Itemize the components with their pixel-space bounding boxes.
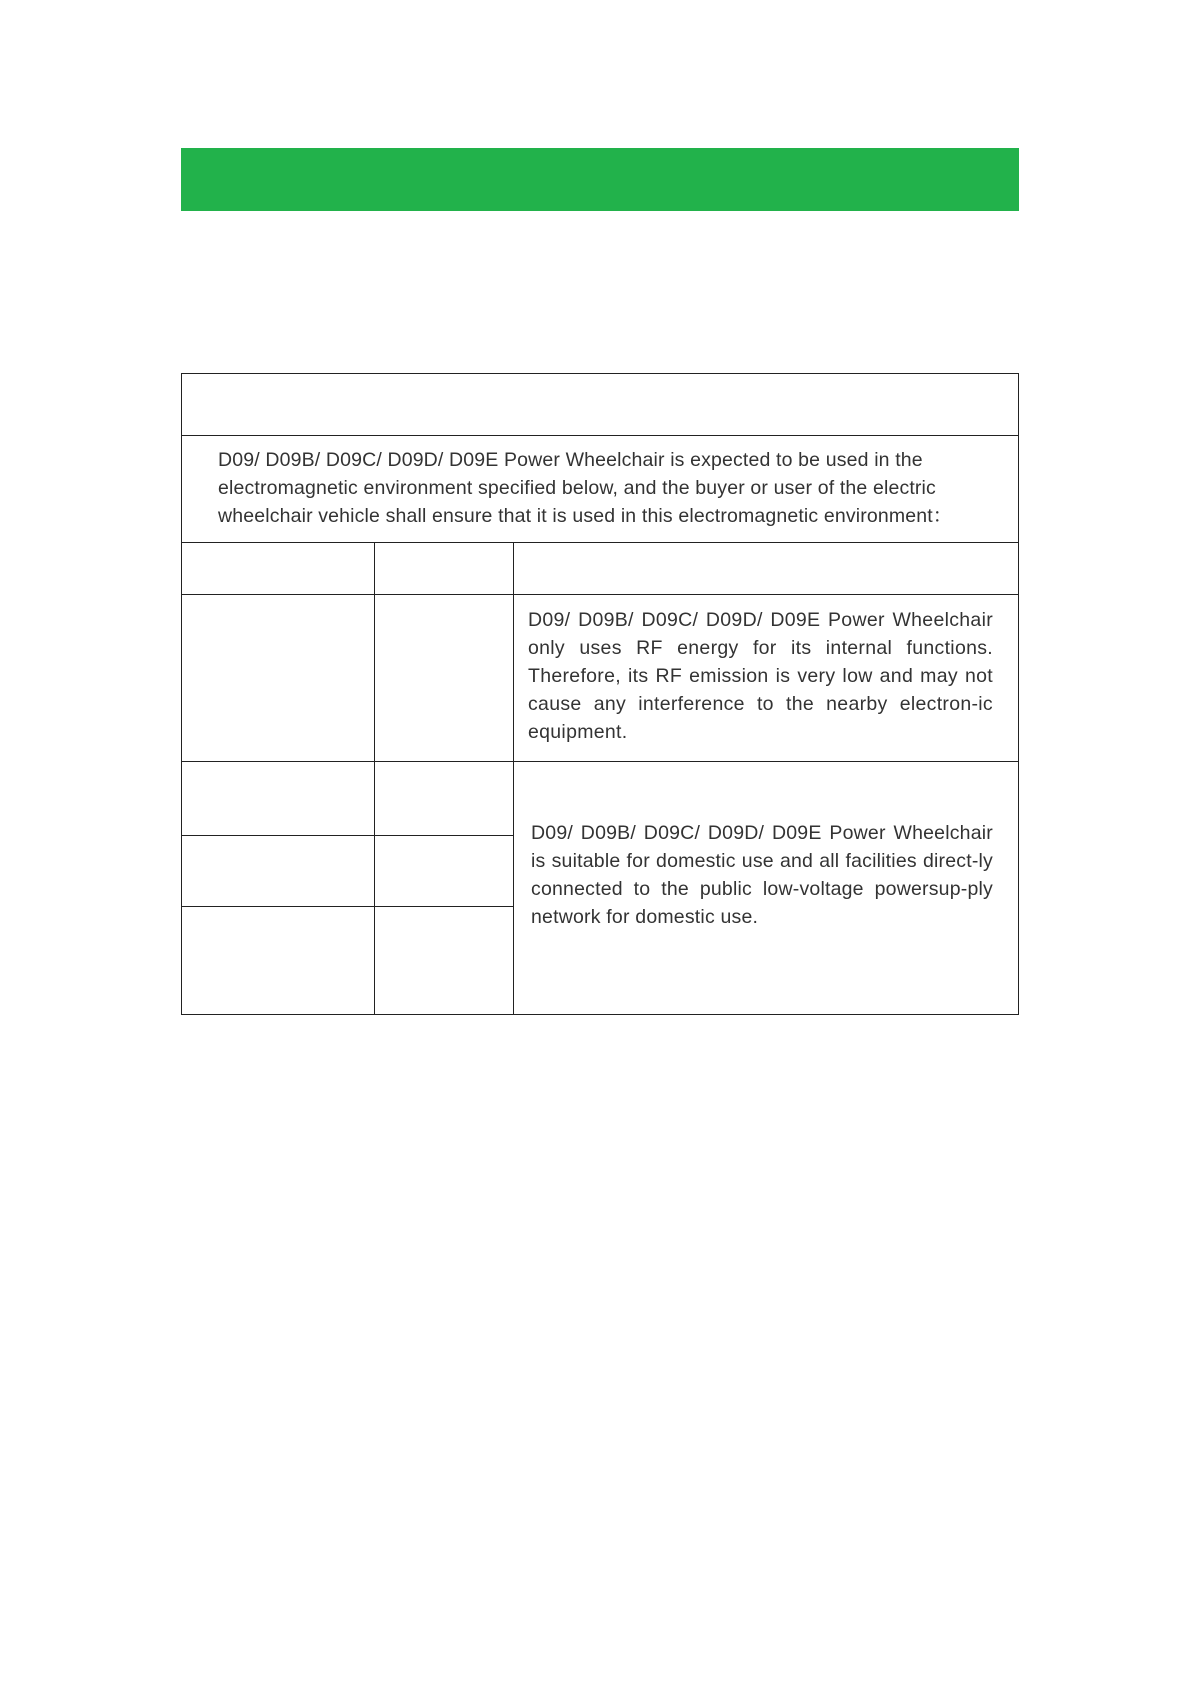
table-divider	[182, 594, 1018, 595]
table-divider	[182, 435, 1018, 436]
table-divider	[182, 761, 1018, 762]
table-divider	[374, 542, 375, 1015]
table-divider	[513, 542, 514, 1015]
table-divider	[182, 835, 514, 836]
table-divider	[182, 542, 1018, 543]
rf-emission-guidance: D09/ D09B/ D09C/ D09D/ D09E Power Wheelchair only uses RF energy for its internal functions. Therefore, its RF emission is very low and may not cause any interference to the nearby electron-ic equipment.	[528, 609, 993, 743]
table-divider	[182, 906, 514, 907]
domestic-use-guidance: D09/ D09B/ D09C/ D09D/ D09E Power Wheelchair is suitable for domestic use and all facilities direct-ly connected to the public low-voltage powersup-ply network for domestic use.	[531, 822, 993, 928]
emc-guidance-table	[181, 373, 1019, 1015]
table-intro-text: D09/ D09B/ D09C/ D09D/ D09E Power Wheelchair is expected to be used in the electromagnetic environment specified below, and the buyer or user of the electric wheelchair vehicle shall ensure that it is used in this electromagnetic environment：	[218, 449, 953, 527]
section-header-bar	[181, 148, 1019, 211]
